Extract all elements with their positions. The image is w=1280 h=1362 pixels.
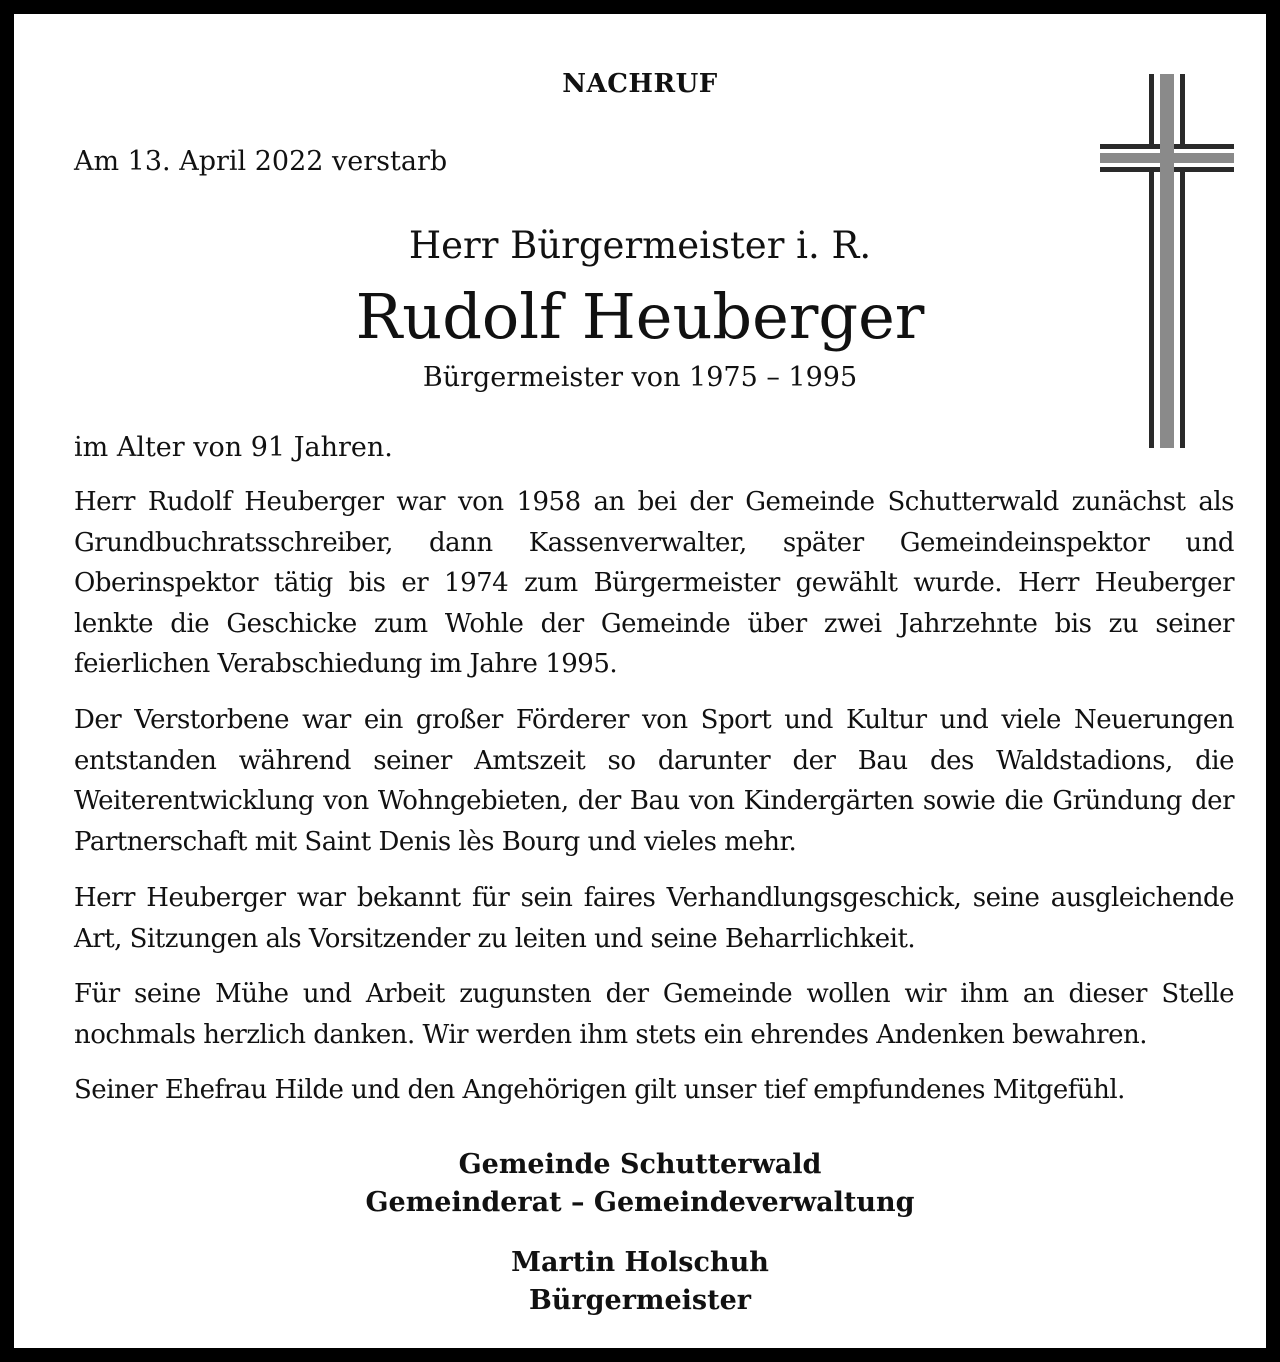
paragraph-thanks: Für seine Mühe und Arbeit zugunsten der Gemeinde wollen wir ihm an dieser Stelle nochmals herzlich danken. Wir werden ihm stets ein ehrendes Andenken bewahren.: [74, 979, 1234, 1050]
org-name: Gemeinde Schutterwald: [458, 1149, 822, 1180]
deceased-name: Rudolf Heuberger: [355, 280, 925, 353]
signer-name: Martin Holschuh: [511, 1247, 769, 1278]
paragraph-character: Herr Heuberger war bekannt für sein faires Verhandlungsgeschick, seine ausgleichende Art, Sitzungen als Vorsitzender zu leiten und seine Beharrlichkeit.: [74, 883, 1234, 954]
notice-header: NACHRUF: [562, 69, 718, 99]
org-bodies: Gemeinderat – Gemeindeverwaltung: [365, 1187, 915, 1218]
term-of-office: Bürgermeister von 1975 – 1995: [422, 362, 858, 393]
paragraph-career: Herr Rudolf Heuberger war von 1958 an bei der Gemeinde Schutterwald zunächst als Grundbuchratsschreiber, dann Kassenverwalter, später Gemeindeinspektor und Oberinspektor tätig bis er 1974 zum Bürgermeister gewählt wurde. Herr Heuberger lenkte die Geschicke zum Wohle der Gemeinde über zwei Jahrzehnte bis zu seiner feierlichen Verabschiedung im Jahre 1995.: [74, 487, 1234, 679]
paragraph-achievements: Der Verstorbene war ein großer Förderer von Sport und Kultur und viele Neuerungen entstanden während seiner Amtszeit so darunter der Bau des Waldstadions, die Weiterentwicklung von Wohngebieten, der Bau von Kindergärten sowie die Gründung der Partnerschaft mit Saint Denis lès Bourg und vieles mehr.: [74, 705, 1234, 857]
death-date-intro: Am 13. April 2022 verstarb: [74, 146, 448, 177]
signer-title: Bürgermeister: [528, 1285, 752, 1316]
paragraph-condolences: Seiner Ehefrau Hilde und den Angehörigen gilt unser tief empfundenes Mitgefühl.: [74, 1075, 1125, 1105]
honorific-title: Herr Bürgermeister i. R.: [408, 224, 872, 267]
signature-organization: [14, 1146, 1266, 1222]
age-line: im Alter von 91 Jahren.: [74, 432, 393, 463]
signature-person: [14, 1244, 1266, 1320]
